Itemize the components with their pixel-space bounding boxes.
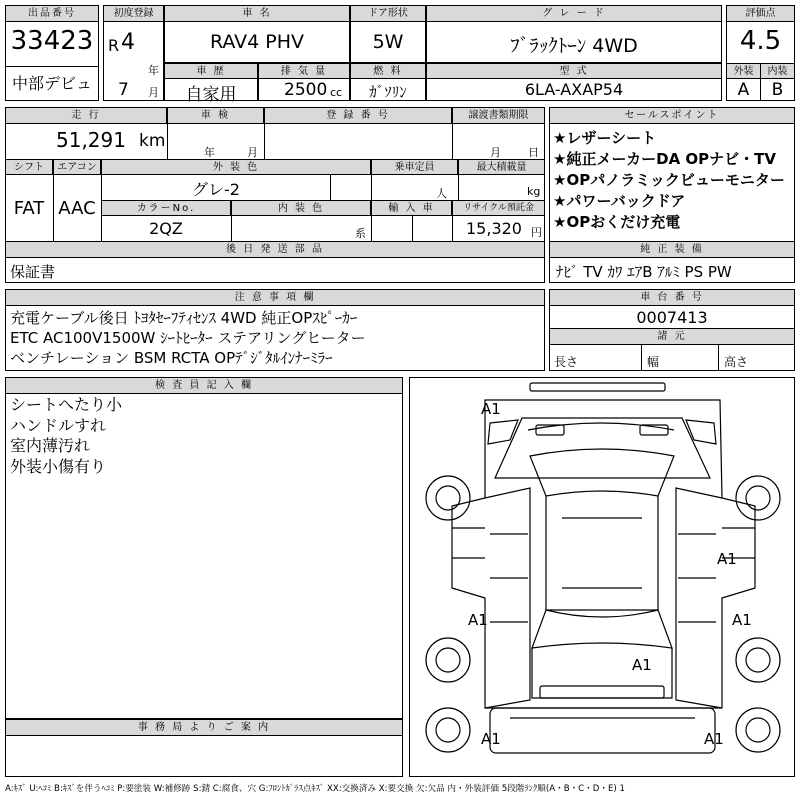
interior-grade: B <box>771 80 784 100</box>
later-parts: 保証書 <box>10 263 56 281</box>
damage-diagram <box>409 377 795 777</box>
color-number: 2QZ <box>149 219 183 238</box>
damage-mark-left-door: A1 <box>468 611 488 629</box>
sales-point: ★OPおくだけ充電 <box>553 213 681 231</box>
sales-point: ★レザーシート <box>553 129 657 147</box>
door-type: 5W <box>372 31 404 53</box>
sales-point: ★純正メーカーDA OPナビ・TV <box>553 150 777 168</box>
damage-mark-right-door: A1 <box>717 550 737 568</box>
grade-label: グ レ ー ド <box>426 5 722 22</box>
reg-year: 4 <box>121 30 135 55</box>
lot-number: 33423 <box>10 26 94 56</box>
damage-mark-rear: A1 <box>632 656 652 674</box>
air-con: AAC <box>58 198 96 219</box>
score-label: 評価点 <box>726 5 795 22</box>
lot-label: 出品番号 <box>5 5 99 22</box>
car-history: 自家用 <box>185 85 237 105</box>
equipment-list: ﾅﾋﾞ TV ｶﾜ ｴｱB ｱﾙﾐ PS PW <box>556 263 732 281</box>
damage-mark-front-left: A1 <box>481 400 501 418</box>
car-name-label: 車 名 <box>164 5 350 22</box>
score: 4.5 <box>739 26 782 56</box>
displacement: 2500 <box>284 80 328 100</box>
era: R <box>108 36 120 55</box>
car-name: RAV4 PHV <box>209 31 305 53</box>
shift: FAT <box>13 198 45 219</box>
legend: A:ｷｽﾞ U:ﾍｺﾐ B:ｷｽﾞを伴うﾍｺﾐ P:要塗装 W:補修跡 S:錆 C:腐食、穴 G:ﾌﾛﾝﾄｶﾞﾗｽ点ｷｽﾞ XX:交換済み X:要交換 欠:欠品 内・外装評価 5段階ﾗﾝｸ順(A・B・C・D・E) 1 <box>5 784 625 794</box>
reg-month: 7 <box>118 80 129 100</box>
sales-point: ★パワーバックドア <box>553 192 686 210</box>
grade: ﾌﾞﾗｯｸﾄｰﾝ 4WD <box>510 35 638 57</box>
recycle-fee: 15,320 <box>466 219 522 238</box>
model-code: 6LA-AXAP54 <box>524 80 624 99</box>
sales-points-list <box>553 128 793 233</box>
venue: 中部デビュ <box>11 74 92 93</box>
notes-text: 充電ケーブル後日 ﾄﾖﾀｾｰﾌﾃｨｾﾝｽ 4WD 純正OPｽﾋﾟｰｶｰ ETC AC100V1500W ｼｰﾄﾋｰﾀｰ ステアリングヒーター ベンチレーション BSM RCTA OPﾃﾞｼﾞﾀﾙｲﾝﾅｰﾐﾗｰ <box>10 309 366 367</box>
damage-mark-bumper-left: A1 <box>481 730 501 748</box>
first-reg-label: 初度登録 <box>103 5 164 22</box>
fuel: ｶﾞｿﾘﾝ <box>369 83 407 101</box>
mileage: 51,291 <box>56 128 126 152</box>
body-color: グレ-2 <box>192 180 240 199</box>
door-label: ドア形状 <box>350 5 426 22</box>
inspector-notes: シートへたり小 ハンドルすれ 室内薄汚れ 外装小傷有り <box>10 395 123 476</box>
car-outline <box>410 378 794 776</box>
sales-point: ★OPパノラミックビューモニター <box>553 171 785 189</box>
chassis-number: 0007413 <box>636 308 708 327</box>
damage-mark-bumper-right: A1 <box>704 730 724 748</box>
damage-mark-rear-right: A1 <box>732 611 752 629</box>
exterior-grade: A <box>737 80 750 100</box>
